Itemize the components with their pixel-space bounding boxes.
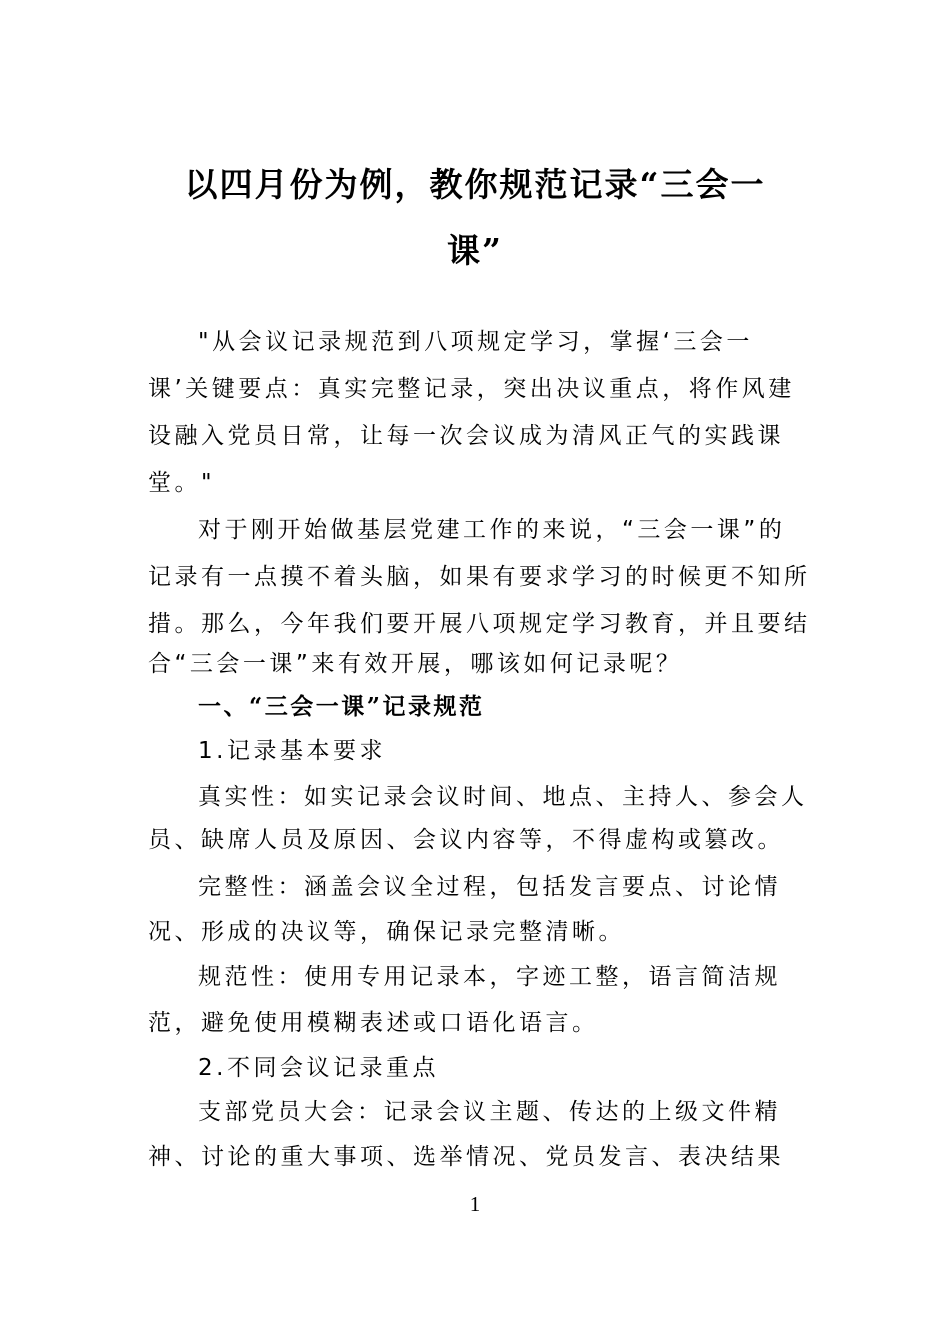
summary-line-2: 课’关键要点：真实完整记录，突出决议重点，将作风建: [148, 376, 795, 402]
subsection-2-heading: 2.不同会议记录重点: [198, 1055, 439, 1081]
intro-line-2: 记录有一点摸不着头脑，如果有要求学习的时候更不知所: [148, 564, 811, 590]
standardization-line-2: 范，避免使用模糊表述或口语化语言。: [148, 1010, 599, 1036]
page-number: 1: [469, 1192, 481, 1216]
subsection-1-heading: 1.记录基本要求: [198, 738, 386, 764]
document-title-line-2: 课”: [447, 231, 503, 270]
document-title-line-1: 以四月份为例，教你规范记录“三会一: [184, 165, 766, 204]
standardization-line-1: 规范性：使用专用记录本，字迹工整，语言简洁规: [198, 964, 781, 990]
completeness-line-1: 完整性：涵盖会议全过程，包括发言要点、讨论情: [198, 874, 781, 900]
branch-meeting-line-2: 神、讨论的重大事项、选举情况、党员发言、表决结果: [148, 1144, 784, 1170]
completeness-line-2: 况、形成的决议等，确保记录完整清晰。: [148, 919, 625, 945]
authenticity-line-1: 真实性：如实记录会议时间、地点、主持人、参会人: [198, 784, 808, 810]
section-1-heading: 一、“三会一课”记录规范: [198, 693, 485, 720]
authenticity-line-2: 员、缺席人员及原因、会议内容等，不得虚构或篡改。: [148, 827, 784, 853]
intro-line-4: 合“三会一课”来有效开展，哪该如何记录呢？: [148, 651, 683, 677]
intro-line-3: 措。那么，今年我们要开展八项规定学习教育，并且要结: [148, 611, 811, 637]
summary-line-1: "从会议记录规范到八项规定学习，掌握‘三会一: [198, 329, 753, 355]
intro-line-1: 对于刚开始做基层党建工作的来说，“三会一课”的: [198, 517, 786, 543]
summary-line-4: 堂。": [148, 470, 216, 496]
branch-meeting-line-1: 支部党员大会：记录会议主题、传达的上级文件精: [198, 1099, 781, 1125]
summary-line-3: 设融入党员日常，让每一次会议成为清风正气的实践课: [148, 423, 784, 449]
